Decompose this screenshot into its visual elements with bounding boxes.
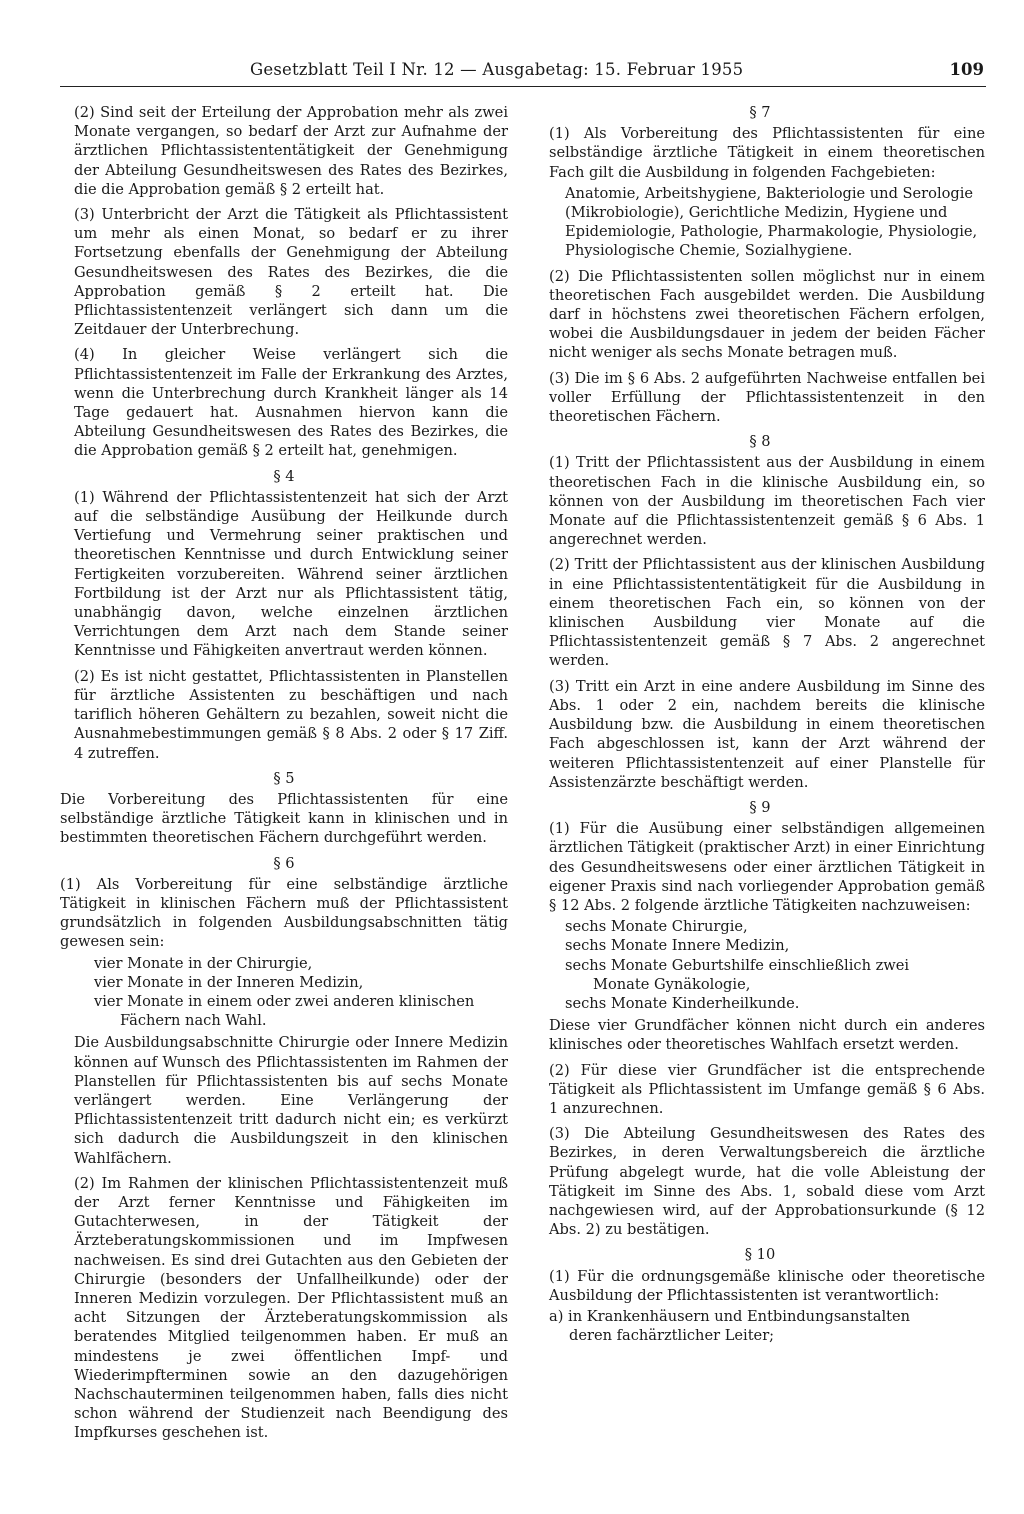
list-item: vier Monate in einem oder zwei anderen klinischen xyxy=(94,992,475,1010)
s10-item-a: a) in Krankenhäusern und Entbindungsanstalten xyxy=(549,1307,911,1325)
section-10-heading: § 10 xyxy=(744,1246,776,1264)
list-item: sechs Monate Chirurgie, xyxy=(565,918,748,936)
s10-paragraph-1: (1) Für die ordnungsgemäße klinische oder theoretische Ausbildung der Pflichtassistenten ist verantwortlich: xyxy=(549,1267,985,1304)
section-5-heading: § 5 xyxy=(273,769,295,787)
page-number: 109 xyxy=(949,60,984,79)
s7-paragraph-2: (2) Die Pflichtassistenten sollen möglichst nur in einem theoretischen Fach ausgebildet werden. Die Ausbildung darf in höchstens zwei theoretischen Fächern erfolgen, wobei die Ausbildungsdauer in jedem der beiden Fächer nicht weniger als sechs Monate betragen muß. xyxy=(549,267,985,362)
section-4-heading: § 4 xyxy=(273,467,295,485)
section-9-heading: § 9 xyxy=(749,798,771,816)
s9-paragraph-1: (1) Für die Ausübung einer selbständigen allgemeinen ärztlichen Tätigkeit (praktischer Arzt) in einer Einrichtung des Gesundheitswesens oder einer ärztlichen Tätigkeit in eigener Praxis sind nach vorliegender Approbation gemäß § 12 Abs. 2 folgende ärztliche Tätigkeiten nachzuweisen: xyxy=(549,820,985,914)
list-item: Monate Gynäkologie, xyxy=(593,975,751,993)
s9-paragraph-3: (3) Die Abteilung Gesundheitswesen des Rates des Bezirkes, in deren Verwaltungsbereich die ärztliche Prüfung abgelegt wurde, hat die volle Ableistung der Tätigkeit im Sinne des Abs. 1, sobald diese vom Arzt nachgewiesen wird, auf der Approbationsurkunde (§ 12 Abs. 2) zu bestätigen. xyxy=(549,1125,985,1239)
s9-subject-list xyxy=(535,917,985,1013)
left-column xyxy=(60,103,508,1449)
s6-paragraph-1: (1) Als Vorbereitung für eine selbständige ärztliche Tätigkeit in klinischen Fächern muß der Pflichtassistent grundsätzlich in folgenden Ausbildungsabschnitten tätig gewesen sein: xyxy=(60,875,508,951)
list-item: Fächern nach Wahl. xyxy=(120,1012,267,1030)
s9-paragraph-2: (2) Für diese vier Grundfächer ist die entsprechende Tätigkeit als Pflichtassistent im Umfange gemäß § 6 Abs. 1 anzurechnen. xyxy=(549,1061,985,1117)
s8-paragraph-3: (3) Tritt ein Arzt in eine andere Ausbildung im Sinne des Abs. 1 oder 2 ein, nachdem bereits die klinische Ausbildung bzw. die Ausbildung in einem theoretischen Fach abgeschlossen ist, kann der Arzt während der weiteren Pflichtassistentenzeit auf einer Planstelle für Assistenzärzte beschäftigt werden. xyxy=(549,677,985,791)
s9-paragraph-1b: Diese vier Grundfächer können nicht durch ein anderes klinisches oder theoretisches Wahlfach ersetzt werden. xyxy=(549,1017,985,1054)
section-8-heading: § 8 xyxy=(749,433,771,451)
list-item: sechs Monate Innere Medizin, xyxy=(565,937,790,955)
section-6-heading: § 6 xyxy=(273,854,295,872)
list-item: sechs Monate Geburtshilfe einschließlich zwei xyxy=(565,956,910,974)
s4-paragraph-2: (2) Es ist nicht gestattet, Pflichtassistenten in Planstellen für ärztliche Assistenten zu beschäftigen und nach tariflich höheren Gehältern zu bezahlen, soweit nicht die Ausnahmebestimmungen gemäß § 8 Abs. 2 oder § 17 Ziff. 4 zutreffen. xyxy=(74,667,508,762)
s4-paragraph-1: (1) Während der Pflichtassistentenzeit hat sich der Arzt auf die selbständige Ausübung der Heilkunde durch Vertiefung und Vermehrung seiner praktischen und theoretischen Kenntnisse und durch Entwicklung seiner Fertigkeiten vorzubereiten. Während seiner ärztlichen Fortbildung ist der Arzt nur als Pflichtassistent tätig, unabhängig davon, welche einzelnen ärztlichen Verrichtungen dem Arzt nach dem Stande seiner Kenntnisse und Fähigkeiten anvertraut werden können. xyxy=(74,488,508,660)
section-7-heading: § 7 xyxy=(749,104,771,121)
list-item: vier Monate in der Chirurgie, xyxy=(94,954,313,972)
s7-subject-list: Anatomie, Arbeitshygiene, Bakteriologie und Serologie (Mikrobiologie), Gerichtliche Medizin, Hygiene und Epidemiologie, Pathologie, Pharmakologie, Physiologie, Physiologische Chemie, Sozialhygiene. xyxy=(565,184,978,260)
s3-paragraph-3: (3) Unterbricht der Arzt die Tätigkeit als Pflichtassistent um mehr als einen Monat, so bedarf er zu ihrer Fortsetzung ebenfalls der Genehmigung der Abteilung Gesundheitswesen des Rates des Bezirkes, die die Approbation gemäß § 2 erteilt hat. Die Pflichtassistentenzeit verlängert sich dann um die Zeitdauer der Unterbrechung. xyxy=(74,206,508,339)
s8-paragraph-1: (1) Tritt der Pflichtassistent aus der Ausbildung in einem theoretischen Fach in die klinische Ausbildung ein, so können von der Ausbildung im theoretischen Fach vier Monate auf die Pflichtassistentenzeit gemäß § 6 Abs. 1 angerechnet werden. xyxy=(549,454,985,549)
list-item: vier Monate in der Inneren Medizin, xyxy=(94,973,364,991)
s6-paragraph-1b: Die Ausbildungsabschnitte Chirurgie oder Innere Medizin können auf Wunsch des Pflichtassistenten im Rahmen der Planstellen für Pflichtassistenten bis auf sechs Monate verlängert werden. Eine Verlängerung der Pflichtassistentenzeit tritt dadurch nicht ein; es verkürzt sich dadurch die Ausbildungszeit in den klinischen Wahlfächern. xyxy=(74,1034,508,1167)
s7-paragraph-1: (1) Als Vorbereitung des Pflichtassistenten für eine selbständige ärztliche Tätigkeit in einem theoretischen Fach gilt die Ausbildung in folgenden Fachgebieten: xyxy=(549,125,985,181)
page-header xyxy=(60,60,986,87)
s8-paragraph-2: (2) Tritt der Pflichtassistent aus der klinischen Ausbildung in eine Pflichtassistententätigkeit für die Ausbildung in einem theoretischen Fach ein, so können von der klinischen Ausbildung vier Monate auf die Pflichtassistentenzeit gemäß § 7 Abs. 2 angerechnet werden. xyxy=(549,556,985,670)
list-item: sechs Monate Kinderheilkunde. xyxy=(565,994,800,1012)
s6-paragraph-2: (2) Im Rahmen der klinischen Pflichtassistentenzeit muß der Arzt ferner Kenntnisse und Fähigkeiten im Gutachterwesen, in der Tätigkeit der Ärzteberatungskommissionen und im Impfwesen nachweisen. Es sind drei Gutachten aus den Gebieten der Chirurgie (besonders der Unfallheilkunde) oder der Inneren Medizin vorzulegen. Der Pflichtassistent muß an acht Sitzungen der Ärzteberatungskommission als beratendes Mitglied teilgenommen haben. Er muß an mindestens je zwei öffentlichen Impf- und Wiederimpfterminen sowie an den dazugehörigen Nachschauterminen teilgenommen haben, falls dies nicht schon während der Studienzeit nach Beendigung des Impfkurses geschehen ist. xyxy=(74,1174,508,1442)
header-title: Gesetzblatt Teil I Nr. 12 — Ausgabetag: 15. Februar 1955 xyxy=(250,60,744,79)
s7-paragraph-3: (3) Die im § 6 Abs. 2 aufgeführten Nachweise entfallen bei voller Erfüllung der Pflichtassistentenzeit in den theoretischen Fächern. xyxy=(549,369,985,426)
s10-item-a-continuation: deren fachärztlicher Leiter; xyxy=(569,1327,775,1345)
s6-training-list xyxy=(60,954,508,1031)
s5-paragraph-1: Die Vorbereitung des Pflichtassistenten für eine selbständige ärztliche Tätigkeit kann in klinischen und in bestimmten theoretischen Fächern durchgeführt werden. xyxy=(60,790,508,847)
s3-paragraph-2: (2) Sind seit der Erteilung der Approbation mehr als zwei Monate vergangen, so bedarf der Arzt zur Aufnahme der ärztlichen Pflichtassistententätigkeit der Genehmigung der Abteilung Gesundheitswesen des Rates des Bezirkes, die die Approbation gemäß § 2 erteilt hat. xyxy=(74,104,508,198)
s3-paragraph-4: (4) In gleicher Weise verlängert sich die Pflichtassistentenzeit im Falle der Erkrankung des Arztes, wenn die Unterbrechung durch Krankheit länger als 14 Tage gedauert hat. Ausnahmen hiervon kann die Abteilung Gesundheitswesen des Rates des Bezirkes, die die Approbation gemäß § 2 erteilt hat, genehmigen. xyxy=(74,346,508,460)
right-column xyxy=(535,103,985,1345)
